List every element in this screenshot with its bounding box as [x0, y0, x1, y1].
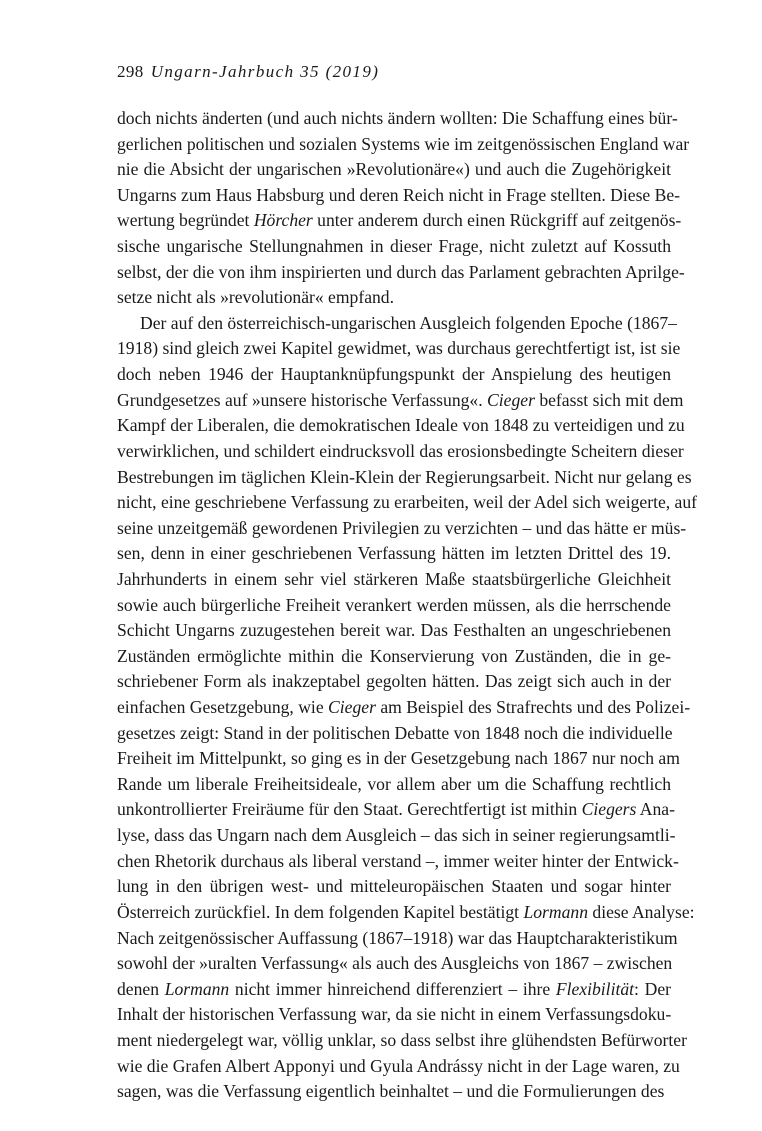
text-run: Nach zeitgenössischer Auffassung (1867–1918) war das Hauptcharakteristikum [117, 927, 678, 948]
body-text [117, 106, 698, 1105]
text-line [117, 1079, 671, 1105]
text-line [117, 721, 671, 747]
text-line [117, 1054, 680, 1080]
text-run: am Beispiel des Strafrechts und des Polizei- [375, 697, 691, 718]
text-line [117, 260, 685, 286]
text-run: Ana- [636, 799, 675, 820]
text-line [117, 823, 676, 849]
text-line [117, 234, 671, 260]
text-run: Freiheit im Mittelpunkt, so ging es in der Gesetzgebung nach 1867 nur noch am [117, 748, 680, 769]
text-line [117, 311, 677, 337]
text-run: lyse, dass das Ungarn nach dem Ausgleich – das sich in seiner regierungsamtli- [117, 825, 676, 846]
text-run: doch neben 1946 der Hauptanknüpfungspunkt der Anspielung des heutigen [117, 364, 671, 385]
text-run: sen, denn in einer geschriebenen Verfassung hätten im letzten Drittel des 19. [117, 543, 671, 564]
text-run: diese Analyse: [588, 901, 695, 922]
text-run: Österreich zurückfiel. In dem folgenden Kapitel bestätigt [117, 901, 524, 922]
text-line [117, 208, 682, 234]
text-line [117, 132, 690, 158]
text-line [117, 618, 671, 644]
journal-title: Ungarn-Jahrbuch 35 (2019) [150, 62, 380, 81]
text-line [117, 874, 671, 900]
text-line [117, 695, 691, 721]
text-line [117, 439, 684, 465]
running-header [117, 62, 379, 82]
text-line [117, 183, 681, 209]
text-run: nicht immer hinreichend differenziert – ihre [229, 978, 556, 999]
text-run: Inhalt der historischen Verfassung war, da sie nicht in einem Verfassungsdoku- [117, 1004, 672, 1025]
text-run: befasst sich mit dem [534, 389, 684, 410]
text-line [117, 977, 671, 1003]
paragraph [117, 311, 698, 1105]
text-run: wertung begründet [117, 210, 254, 231]
page-number: 298 [117, 62, 144, 81]
text-line [117, 541, 671, 567]
text-run: : Der [634, 978, 671, 999]
paragraph [117, 106, 690, 311]
text-run: Kampf der Liberalen, die demokratischen Ideale von 1848 zu verteidigen und zu [117, 415, 685, 436]
text-run: unkontrollierter Freiräume für den Staat. Gerechtfertigt ist mithin [117, 799, 582, 820]
text-line [117, 465, 692, 491]
text-line [117, 797, 675, 823]
text-line [117, 900, 695, 926]
text-line [117, 746, 680, 772]
text-run: Zuständen ermöglichte mithin die Konservierung von Zuständen, die in ge- [117, 645, 671, 666]
text-line [117, 106, 678, 132]
italic-name: Cieger [328, 697, 376, 718]
text-run: Grundgesetzes auf »unsere historische Verfassung«. [117, 389, 488, 410]
text-run: chen Rhetorik durchaus als liberal verstand –, immer weiter hinter der Entwick- [117, 850, 679, 871]
text-line [117, 849, 679, 875]
text-run: ment niedergelegt war, völlig unklar, so dass selbst ihre glühendsten Befürworter [117, 1029, 687, 1050]
text-run: sowohl der »uralten Verfassung« als auch des Ausgleichs von 1867 – zwischen [117, 953, 673, 974]
text-run: gerlichen politischen und sozialen Systems wie im zeitgenössischen England war [117, 133, 690, 154]
text-run: Bestrebungen im täglichen Klein-Klein der Regierungsarbeit. Nicht nur gelang es [117, 466, 692, 487]
text-line [117, 516, 687, 542]
italic-name: Ciegers [581, 799, 637, 820]
text-run: Der auf den österreichisch-ungarischen Ausgleich folgenden Epoche (1867– [140, 312, 677, 333]
text-line [117, 388, 684, 414]
italic-name: Lormann [523, 901, 588, 922]
text-run: gesetzes zeigt: Stand in der politischen Debatte von 1848 noch die individuelle [117, 722, 673, 743]
text-run: 1918) sind gleich zwei Kapitel gewidmet, was durchaus gerechtfertigt ist, ist sie [117, 338, 681, 359]
text-line [117, 593, 671, 619]
text-line [117, 1002, 671, 1028]
text-run: wie die Grafen Albert Apponyi und Gyula Andrássy nicht in der Lage waren, zu [117, 1055, 680, 1076]
text-line [117, 413, 685, 439]
text-run: sische ungarische Stellungnahmen in dieser Frage, nicht zuletzt auf Kossuth [117, 236, 671, 257]
text-run: lung in den übrigen west- und mitteleuropäischen Staaten und sogar hinter [117, 876, 671, 897]
text-line [117, 157, 671, 183]
text-run: nicht, eine geschriebene Verfassung zu erarbeiten, weil der Adel sich weigerte, auf [117, 492, 698, 513]
text-run: selbst, der die von ihm inspirierten und durch das Parlament gebrachten Aprilge- [117, 261, 685, 282]
text-run: sowie auch bürgerliche Freiheit verankert werden müssen, als die herrschende [117, 594, 671, 615]
text-line [117, 567, 671, 593]
text-run: setze nicht als »revolutionär« empfand. [117, 287, 395, 308]
text-line [117, 336, 681, 362]
text-run: schriebener Form als inakzeptabel gegolten hätten. Das zeigt sich auch in der [117, 671, 671, 692]
text-line [117, 669, 671, 695]
text-line [117, 644, 671, 670]
text-line [117, 490, 698, 516]
text-line [117, 951, 671, 977]
text-run: verwirklichen, und schildert eindrucksvoll das erosionsbedingte Scheitern dieser [117, 440, 684, 461]
italic-name: Flexibilität [555, 978, 635, 999]
text-run: sagen, was die Verfassung eigentlich beinhaltet – und die Formulierungen des [117, 1081, 665, 1102]
text-run: Jahrhunderts in einem sehr viel stärkeren Maße staatsbürgerliche Gleichheit [117, 568, 671, 589]
text-run: Ungarns zum Haus Habsburg und deren Reich nicht in Frage stellten. Diese Be- [117, 184, 681, 205]
text-run: seine unzeitgemäß gewordenen Privilegien zu verzichten – und das hätte er müs- [117, 517, 687, 538]
text-line [117, 362, 671, 388]
text-run: denen [117, 978, 165, 999]
text-run: Rande um liberale Freiheitsideale, vor allem aber um die Schaffung rechtlich [117, 773, 671, 794]
text-line [117, 1028, 687, 1054]
text-line [117, 285, 671, 311]
italic-name: Cieger [487, 389, 535, 410]
text-line [117, 926, 678, 952]
text-run: nie die Absicht der ungarischen »Revolutionäre«) und auch die Zugehörigkeit [117, 159, 671, 180]
italic-name: Lormann [164, 978, 230, 999]
text-run: unter anderem durch einen Rückgriff auf zeitgenös- [312, 210, 682, 231]
italic-name: Hörcher [253, 210, 313, 231]
text-line [117, 772, 671, 798]
text-run: einfachen Gesetzgebung, wie [117, 697, 329, 718]
text-run: Schicht Ungarns zuzugestehen bereit war. Das Festhalten an ungeschriebenen [117, 620, 671, 641]
text-run: doch nichts änderten (und auch nichts ändern wollten: Die Schaffung eines bür- [117, 108, 678, 128]
